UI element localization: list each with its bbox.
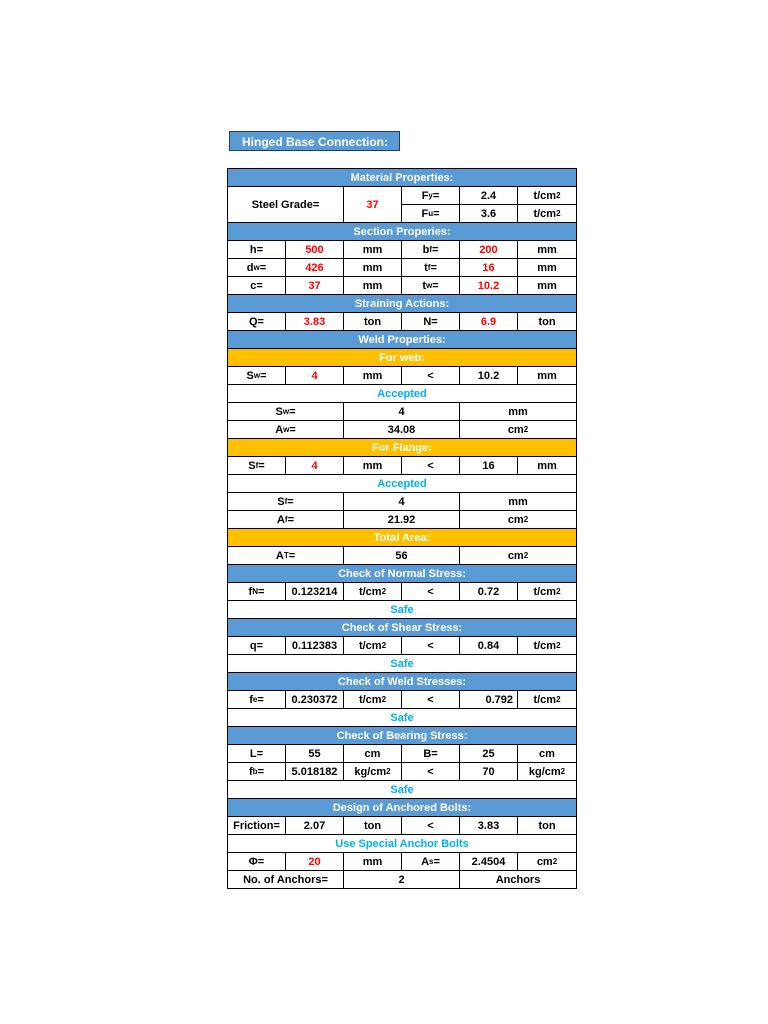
sw2-unit[interactable]: mm — [460, 403, 577, 421]
weldstress-header-row — [228, 673, 577, 691]
anchor-header-row — [228, 799, 577, 817]
calculation-sheet — [227, 168, 577, 889]
c-value[interactable]: 37 — [286, 277, 344, 295]
sw2-row — [228, 403, 577, 421]
bf-label[interactable]: b f = — [402, 241, 460, 259]
at-row — [228, 547, 577, 565]
sw2-label[interactable]: S w = — [228, 403, 344, 421]
fe-limit-unit[interactable]: t/cm 2 — [518, 691, 577, 709]
sf2-value[interactable]: 4 — [344, 493, 460, 511]
total-area-header[interactable]: Total Area: — [228, 529, 577, 547]
anchors-count-label[interactable]: No. of Anchors= — [228, 871, 344, 889]
fb-unit[interactable]: kg/cm 2 — [344, 763, 402, 781]
anchor-bolts-header[interactable]: Design of Anchored Bolts: — [228, 799, 577, 817]
fn-value[interactable]: 0.123214 — [286, 583, 344, 601]
flange-header-row — [228, 439, 577, 457]
shear-q-label[interactable]: q= — [228, 637, 286, 655]
steel-grade-row — [228, 187, 577, 223]
n-unit[interactable]: ton — [518, 313, 577, 331]
weld-header[interactable]: Weld Properties: — [228, 331, 577, 349]
section-header[interactable]: Section Properies: — [228, 223, 577, 241]
sf-row — [228, 457, 577, 475]
sw-limit[interactable]: 10.2 — [460, 367, 518, 385]
weldstress-safe-row — [228, 709, 577, 727]
friction-limit-unit[interactable]: ton — [518, 817, 577, 835]
at-label[interactable]: A T = — [228, 547, 344, 565]
fn-label[interactable]: f N = — [228, 583, 286, 601]
sf-limit[interactable]: 16 — [460, 457, 518, 475]
steel-grade-label[interactable]: Steel Grade= — [228, 187, 344, 223]
shear-row — [228, 637, 577, 655]
as-unit[interactable]: cm 2 — [518, 853, 577, 871]
bearing-header-row — [228, 727, 577, 745]
weld-stress-header[interactable]: Check of Weld Stresses: — [228, 673, 577, 691]
section-header-row — [228, 223, 577, 241]
web-header-row — [228, 349, 577, 367]
n-value[interactable]: 6.9 — [460, 313, 518, 331]
as-value[interactable]: 2.4504 — [460, 853, 518, 871]
friction-compare[interactable]: < — [402, 817, 460, 835]
flange-accepted-row — [228, 475, 577, 493]
sw-value[interactable]: 4 — [286, 367, 344, 385]
fb-limit[interactable]: 70 — [460, 763, 518, 781]
fu-value[interactable]: 3.6 — [460, 205, 518, 223]
n-label[interactable]: N= — [402, 313, 460, 331]
phi-row — [228, 853, 577, 871]
anchors-count-unit[interactable]: Anchors — [460, 871, 577, 889]
shear-compare[interactable]: < — [402, 637, 460, 655]
bf-unit[interactable]: mm — [518, 241, 577, 259]
web-accepted-status: Accepted — [228, 385, 577, 403]
material-header-row — [228, 169, 577, 187]
fe-row — [228, 691, 577, 709]
fe-limit[interactable]: 0.792 — [460, 691, 518, 709]
sf2-unit[interactable]: mm — [460, 493, 577, 511]
dw-value[interactable]: 426 — [286, 259, 344, 277]
straining-row — [228, 313, 577, 331]
af-unit[interactable]: cm 2 — [460, 511, 577, 529]
material-header[interactable]: Material Properties: — [228, 169, 577, 187]
normal-safe-status: Safe — [228, 601, 577, 619]
b-unit[interactable]: cm — [518, 745, 577, 763]
shear-safe-row — [228, 655, 577, 673]
af-label[interactable]: A f = — [228, 511, 344, 529]
fe-compare[interactable]: < — [402, 691, 460, 709]
fe-unit[interactable]: t/cm 2 — [344, 691, 402, 709]
fy-unit[interactable]: t/cm 2 — [518, 187, 577, 205]
c-label[interactable]: c= — [228, 277, 286, 295]
section-row-2 — [228, 259, 577, 277]
h-value[interactable]: 500 — [286, 241, 344, 259]
shear-limit-unit[interactable]: t/cm 2 — [518, 637, 577, 655]
friction-unit[interactable]: ton — [344, 817, 402, 835]
fu-unit[interactable]: t/cm 2 — [518, 205, 577, 223]
fb-value[interactable]: 5.018182 — [286, 763, 344, 781]
fu-label[interactable]: F u = — [402, 205, 460, 223]
shear-q-unit[interactable]: t/cm 2 — [344, 637, 402, 655]
at-unit[interactable]: cm 2 — [460, 547, 577, 565]
normal-stress-header[interactable]: Check of Normal Stress: — [228, 565, 577, 583]
sf-limit-unit[interactable]: mm — [518, 457, 577, 475]
friction-value[interactable]: 2.07 — [286, 817, 344, 835]
anchors-count-value[interactable]: 2 — [344, 871, 460, 889]
dw-label[interactable]: d w = — [228, 259, 286, 277]
as-label[interactable]: A s = — [402, 853, 460, 871]
straining-header-row — [228, 295, 577, 313]
section-row-3 — [228, 277, 577, 295]
bf-value[interactable]: 200 — [460, 241, 518, 259]
sf2-label[interactable]: S f = — [228, 493, 344, 511]
normal-header-row — [228, 565, 577, 583]
fe-label[interactable]: f e = — [228, 691, 286, 709]
sw2-value[interactable]: 4 — [344, 403, 460, 421]
tf-label[interactable]: t f = — [402, 259, 460, 277]
sw-compare[interactable]: < — [402, 367, 460, 385]
anchor-message-row — [228, 835, 577, 853]
q-unit[interactable]: ton — [344, 313, 402, 331]
shear-limit[interactable]: 0.84 — [460, 637, 518, 655]
sf2-row — [228, 493, 577, 511]
shear-header-row — [228, 619, 577, 637]
tw-unit[interactable]: mm — [518, 277, 577, 295]
section-row-1 — [228, 241, 577, 259]
fn-limit-unit[interactable]: t/cm 2 — [518, 583, 577, 601]
weldstress-safe-status: Safe — [228, 709, 577, 727]
l-label[interactable]: L= — [228, 745, 286, 763]
bearing-stress-header[interactable]: Check of Bearing Stress: — [228, 727, 577, 745]
sw-limit-unit[interactable]: mm — [518, 367, 577, 385]
af-row — [228, 511, 577, 529]
sf-unit[interactable]: mm — [344, 457, 402, 475]
weld-header-row — [228, 331, 577, 349]
at-value[interactable]: 56 — [344, 547, 460, 565]
tw-value[interactable]: 10.2 — [460, 277, 518, 295]
anchors-count-row — [228, 871, 577, 889]
tw-label[interactable]: t w = — [402, 277, 460, 295]
fy-value[interactable]: 2.4 — [460, 187, 518, 205]
tf-unit[interactable]: mm — [518, 259, 577, 277]
friction-label[interactable]: Friction= — [228, 817, 286, 835]
fb-label[interactable]: f b = — [228, 763, 286, 781]
dw-unit[interactable]: mm — [344, 259, 402, 277]
b-label[interactable]: B= — [402, 745, 460, 763]
c-unit[interactable]: mm — [344, 277, 402, 295]
h-label[interactable]: h= — [228, 241, 286, 259]
af-value[interactable]: 21.92 — [344, 511, 460, 529]
h-unit[interactable]: mm — [344, 241, 402, 259]
phi-label[interactable]: Φ= — [228, 853, 286, 871]
normal-safe-row — [228, 601, 577, 619]
bearing-safe-status: Safe — [228, 781, 577, 799]
anchor-message: Use Special Anchor Bolts — [228, 835, 577, 853]
web-accepted-row — [228, 385, 577, 403]
phi-value[interactable]: 20 — [286, 853, 344, 871]
shear-stress-header[interactable]: Check of Shear Stress: — [228, 619, 577, 637]
q-label[interactable]: Q= — [228, 313, 286, 331]
fn-limit[interactable]: 0.72 — [460, 583, 518, 601]
sf-value[interactable]: 4 — [286, 457, 344, 475]
fn-row — [228, 583, 577, 601]
fb-limit-unit[interactable]: kg/cm 2 — [518, 763, 577, 781]
sw-row — [228, 367, 577, 385]
flange-header[interactable]: For Flange: — [228, 439, 577, 457]
aw-label[interactable]: A w = — [228, 421, 344, 439]
total-header-row — [228, 529, 577, 547]
sf-label[interactable]: S f = — [228, 457, 286, 475]
bearing-row-1 — [228, 745, 577, 763]
sheet-title: Hinged Base Connection: — [229, 131, 400, 151]
shear-safe-status: Safe — [228, 655, 577, 673]
fn-unit[interactable]: t/cm 2 — [344, 583, 402, 601]
web-header[interactable]: For web: — [228, 349, 577, 367]
bearing-safe-row — [228, 781, 577, 799]
l-unit[interactable]: cm — [344, 745, 402, 763]
q-value[interactable]: 3.83 — [286, 313, 344, 331]
fy-label[interactable]: F y = — [402, 187, 460, 205]
fn-compare[interactable]: < — [402, 583, 460, 601]
phi-unit[interactable]: mm — [344, 853, 402, 871]
sw-label[interactable]: S w = — [228, 367, 286, 385]
shear-q-value[interactable]: 0.112383 — [286, 637, 344, 655]
fb-compare[interactable]: < — [402, 763, 460, 781]
straining-header[interactable]: Straining Actions: — [228, 295, 577, 313]
flange-accepted-status: Accepted — [228, 475, 577, 493]
friction-row — [228, 817, 577, 835]
aw-unit[interactable]: cm 2 — [460, 421, 577, 439]
friction-limit[interactable]: 3.83 — [460, 817, 518, 835]
b-value[interactable]: 25 — [460, 745, 518, 763]
aw-row — [228, 421, 577, 439]
l-value[interactable]: 55 — [286, 745, 344, 763]
sf-compare[interactable]: < — [402, 457, 460, 475]
tf-value[interactable]: 16 — [460, 259, 518, 277]
bearing-row-2 — [228, 763, 577, 781]
aw-value[interactable]: 34.08 — [344, 421, 460, 439]
fe-value[interactable]: 0.230372 — [286, 691, 344, 709]
steel-grade-value[interactable]: 37 — [344, 187, 402, 223]
sw-unit[interactable]: mm — [344, 367, 402, 385]
